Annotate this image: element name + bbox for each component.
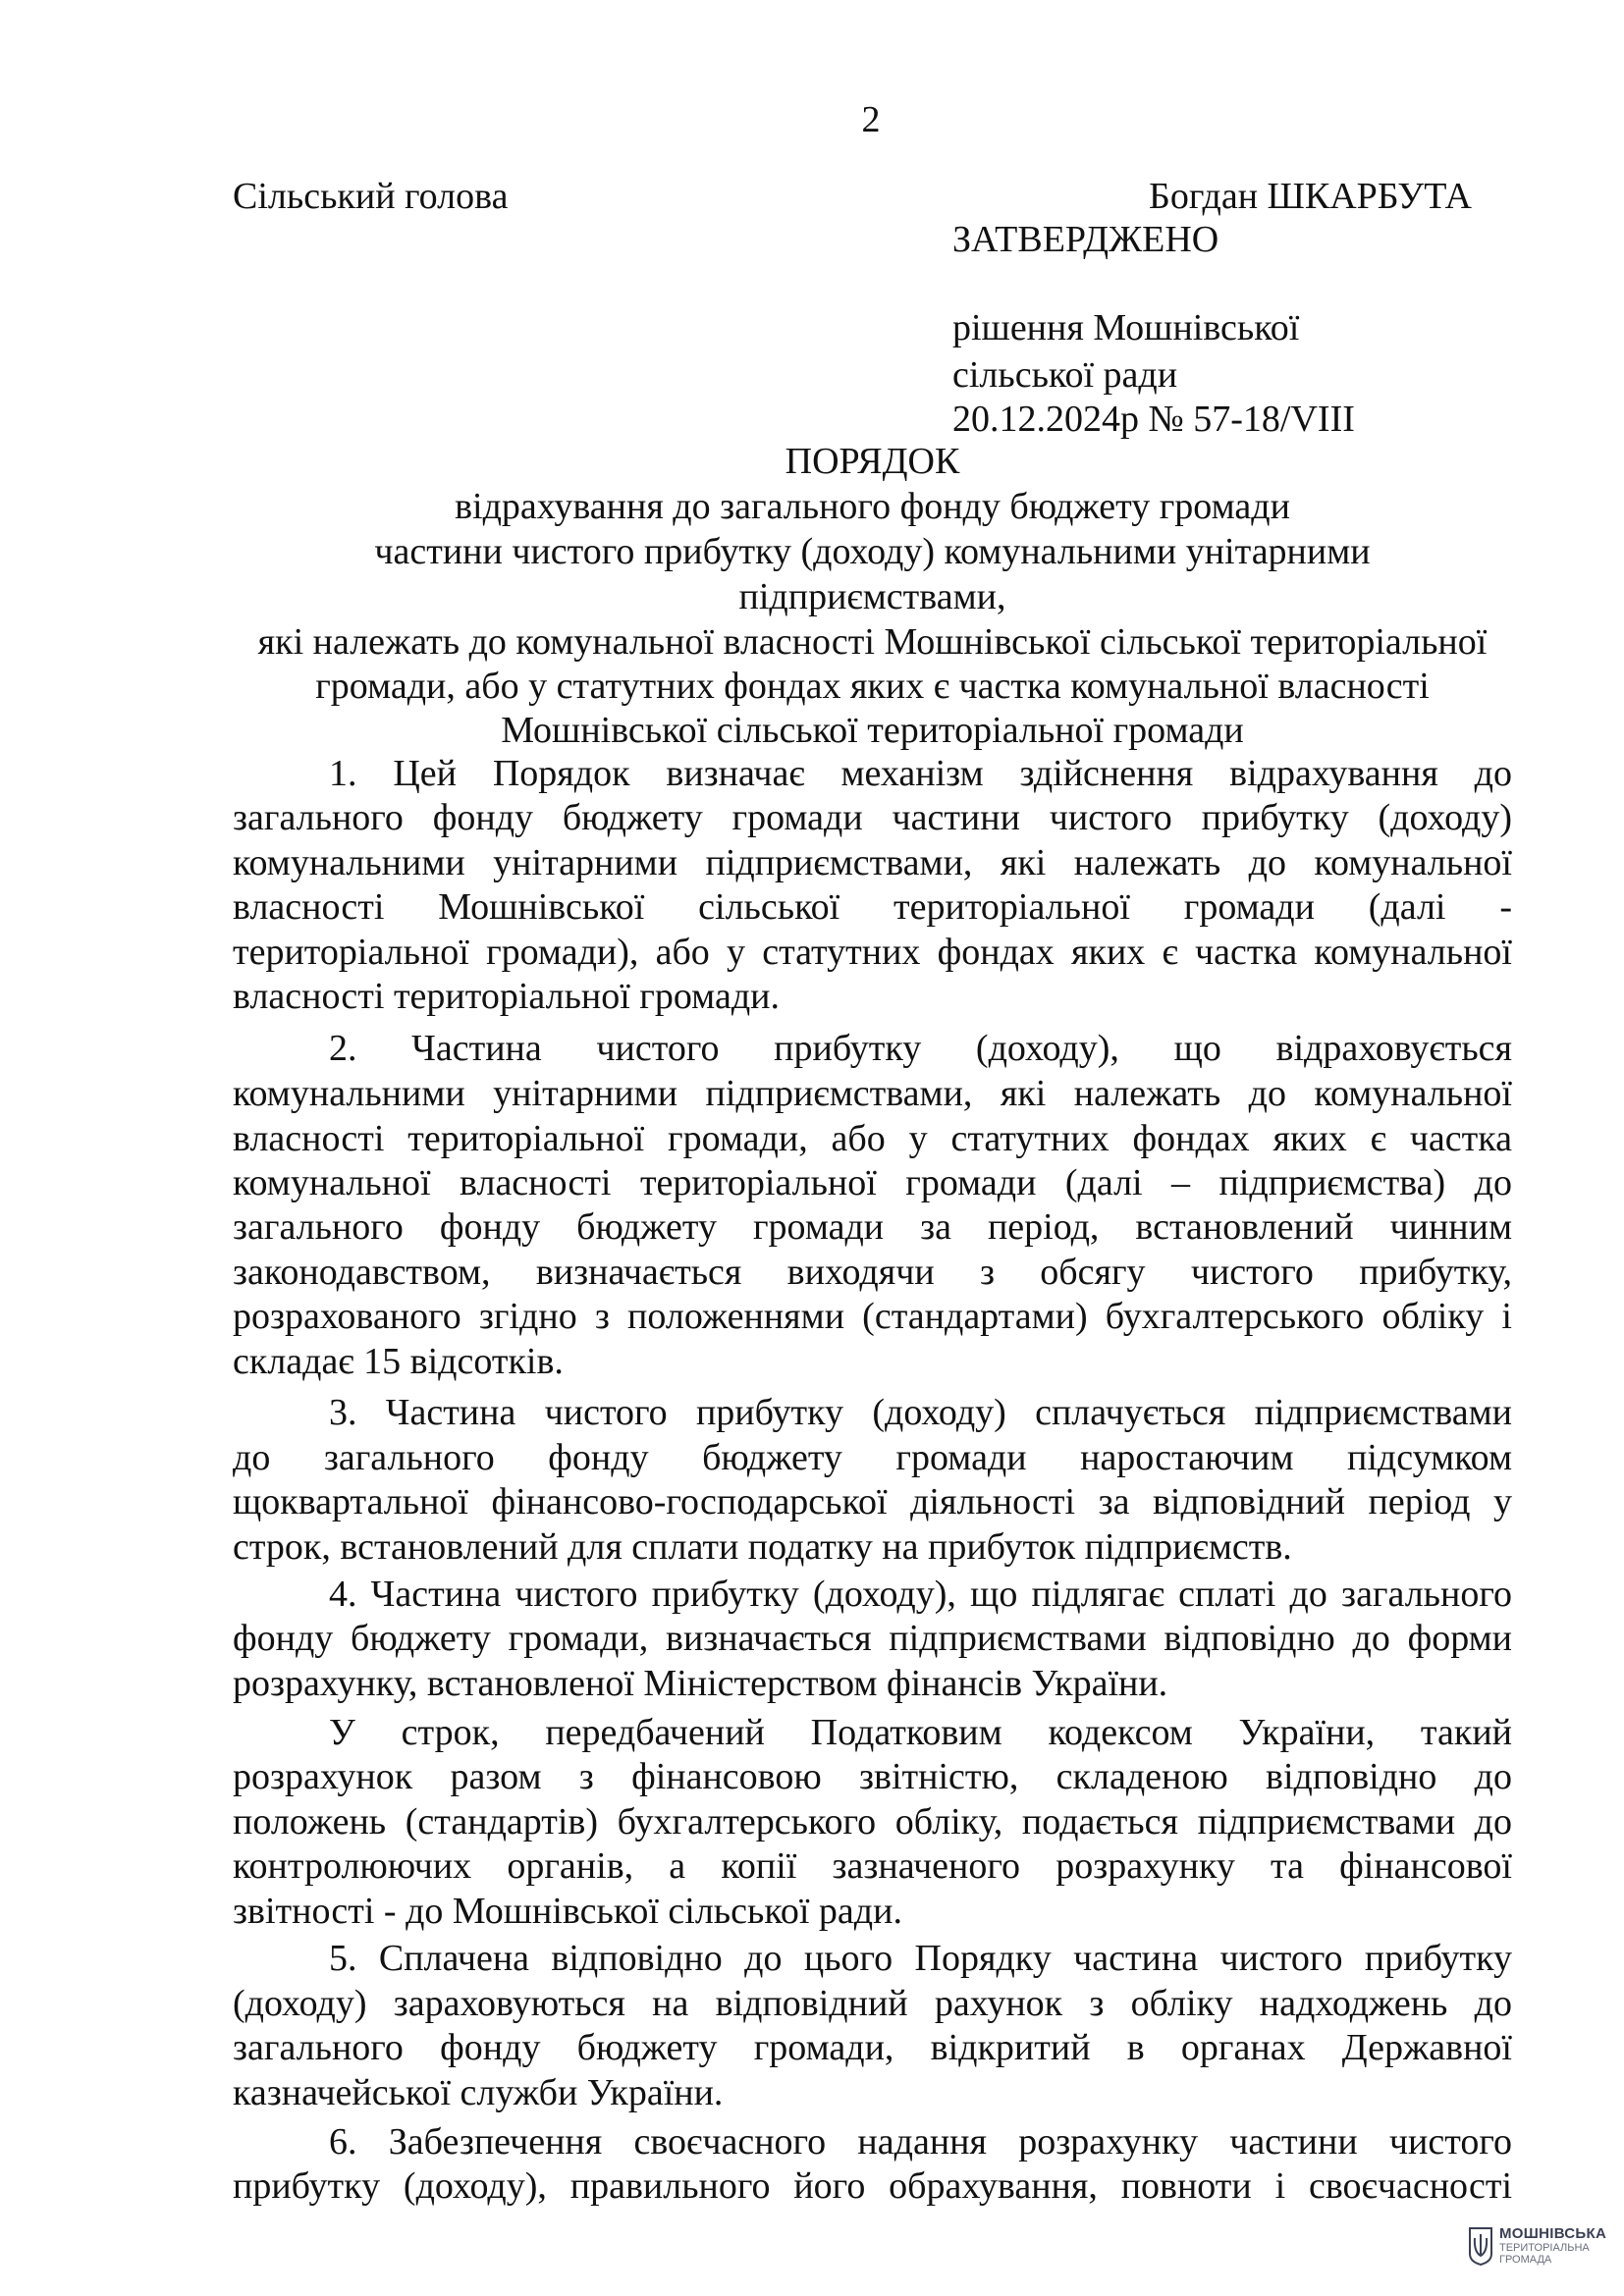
paragraph-line: загального фонду бюджету громади, відкритий в органах Державної (233, 2027, 1512, 2068)
paragraph-line: (доходу) зараховуються на відповідний рахунок з обліку надходжень до (233, 1983, 1512, 2024)
paragraph-line: територіальної громади), або у статутних фондах яких є частка комунальної (233, 932, 1512, 973)
paragraph-line: комунальної власності територіальної громади (далі – підприємства) до (233, 1162, 1512, 1203)
signature-name: Богдан ШКАРБУТА (1149, 176, 1472, 217)
paragraph-line: комунальними унітарними підприємствами, які належать до комунальної (233, 1073, 1512, 1114)
logo-line-3: ГРОМАДА (1499, 2254, 1552, 2266)
paragraph-line: фонду бюджету громади, визначається підприємствами відповідно до форми (233, 1618, 1512, 1659)
paragraph-line: розрахунку, встановленої Міністерством фінансів України. (233, 1663, 1168, 1704)
signature-position: Сільський голова (233, 176, 509, 217)
paragraph-line: 4. Частина чистого прибутку (доходу), що підлягає сплаті до загального (329, 1574, 1512, 1615)
paragraph-line: складає 15 відсотків. (233, 1341, 564, 1382)
title-line: частини чистого прибутку (доходу) комунальними унітарними (374, 531, 1371, 572)
paragraph-line: 2. Частина чистого прибутку (доходу), що відраховується (329, 1028, 1512, 1069)
paragraph-line: розрахованого згідно з положеннями (стандартами) бухгалтерського обліку і (233, 1296, 1512, 1337)
title-line: Мошнівської сільської територіальної громади (501, 710, 1244, 751)
approval-line-3: 20.12.2024р № 57-18/VIII (952, 399, 1355, 440)
title-line: підприємствами, (738, 576, 1006, 617)
page-number: 2 (861, 99, 881, 140)
paragraph-line: загального фонду бюджету громади за період, встановлений чинним (233, 1206, 1512, 1248)
paragraph-line: звітності - до Мошнівської сільської ради. (233, 1891, 902, 1932)
paragraph-line: загального фонду бюджету громади частини чистого прибутку (доходу) (233, 797, 1512, 838)
paragraph-line: казначейської служби України. (233, 2072, 724, 2113)
title-line: громади, або у статутних фондах яких є частка комунальної власності (315, 666, 1430, 707)
approval-title: ЗАТВЕРДЖЕНО (952, 219, 1219, 260)
paragraph-line: У строк, передбачений Податковим кодексом України, такий (329, 1712, 1512, 1753)
paragraph-line: власності територіальної громади, або у статутних фондах яких є частка (233, 1118, 1512, 1159)
document-heading: ПОРЯДОК (785, 441, 960, 482)
title-line: відрахування до загального фонду бюджету громади (455, 486, 1290, 527)
logo-line-2: ТЕРИТОРІАЛЬНА (1499, 2242, 1590, 2254)
paragraph-line: положень (стандартів) бухгалтерського обліку, подається підприємствами до (233, 1801, 1512, 1842)
title-line: які належать до комунальної власності Мошнівської сільської територіальної (257, 621, 1488, 663)
paragraph-line: 6. Забезпечення своєчасного надання розрахунку частини чистого (329, 2121, 1512, 2163)
approval-line-1: рішення Мошнівської (952, 307, 1300, 348)
community-logo (1468, 2226, 1606, 2266)
paragraph-line: розрахунок разом з фінансовою звітністю, складеною відповідно до (233, 1756, 1512, 1797)
paragraph-line: щоквартальної фінансово-господарської діяльності за відповідний період у (233, 1481, 1512, 1522)
paragraph-line: комунальними унітарними підприємствами, які належать до комунальної (233, 842, 1512, 883)
approval-line-2: сільської ради (952, 354, 1178, 396)
paragraph-line: 3. Частина чистого прибутку (доходу) сплачується підприємствами (329, 1392, 1512, 1433)
paragraph-line: законодавством, визначається виходячи з обсягу чистого прибутку, (233, 1252, 1512, 1293)
logo-line-1: МОШНІВСЬКА (1499, 2225, 1607, 2242)
paragraph-line: контролюючих органів, а копії зазначеного розрахунку та фінансової (233, 1845, 1512, 1887)
paragraph-line: власності територіальної громади. (233, 976, 780, 1017)
paragraph-line: строк, встановлений для сплати податку на прибуток підприємств. (233, 1526, 1292, 1568)
trident-icon (1468, 2226, 1493, 2266)
paragraph-line: власності Мошнівської сільської територіальної громади (далі - (233, 886, 1512, 928)
paragraph-line: до загального фонду бюджету громади наростаючим підсумком (233, 1437, 1512, 1478)
paragraph-line: прибутку (доходу), правильного його обрахування, повноти і своєчасності (233, 2165, 1512, 2207)
paragraph-line: 5. Сплачена відповідно до цього Порядку частина чистого прибутку (329, 1938, 1512, 1979)
paragraph-line: 1. Цей Порядок визначає механізм здійснення відрахування до (329, 753, 1512, 794)
